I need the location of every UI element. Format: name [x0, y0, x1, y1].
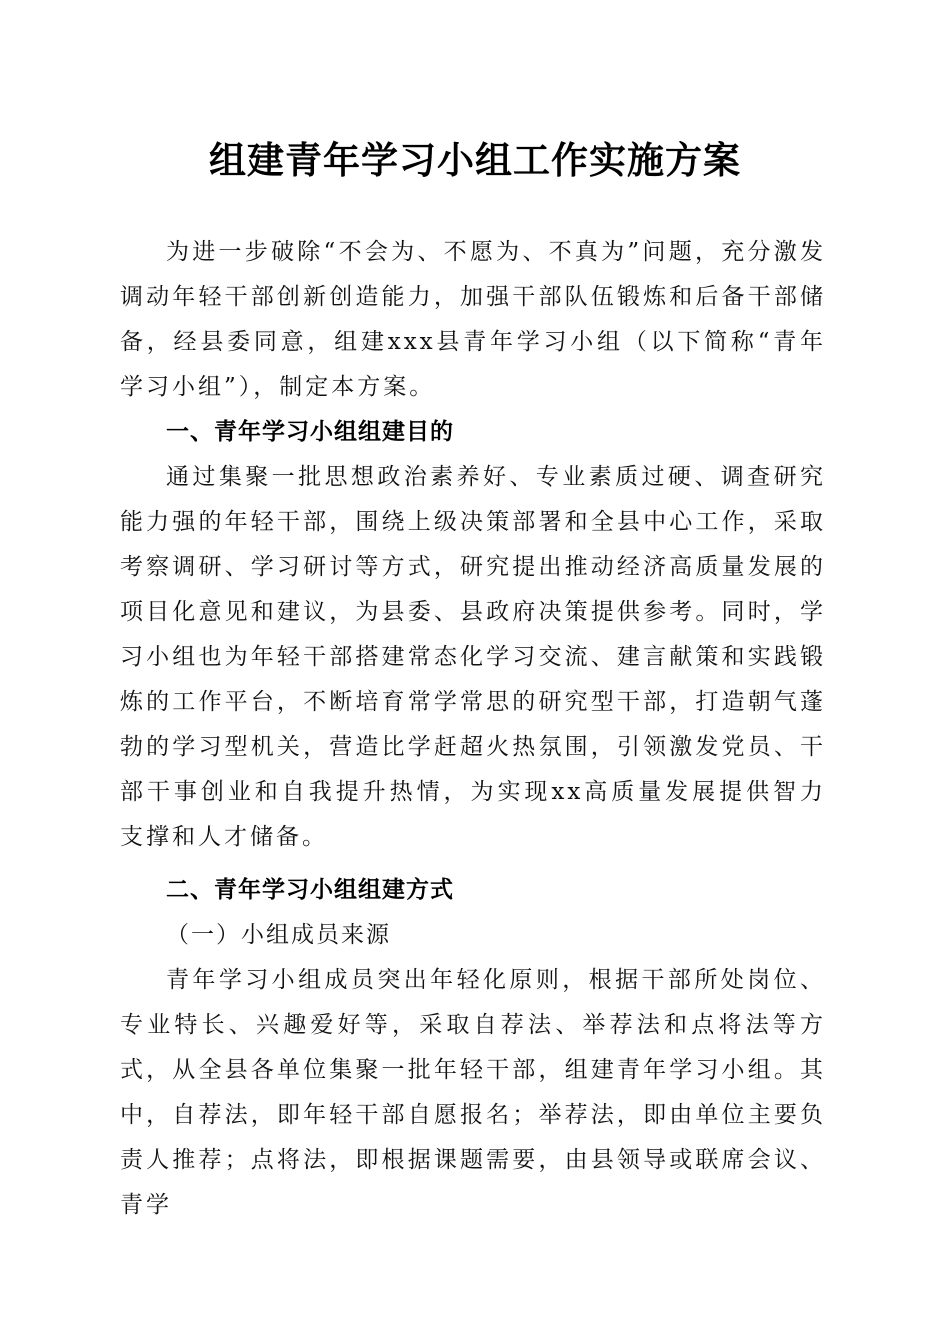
document-body — [120, 230, 826, 1228]
section-1-heading: 一、青年学习小组组建目的 — [166, 419, 454, 445]
section-1-paragraph: 通过集聚一批思想政治素养好、专业素质过硬、调查研究能力强的年轻干部，围绕上级决策部署和全县中心工作，采取考察调研、学习研讨等方式，研究提出推动经济高质量发展的项目化意见和建议，为县委、县政府决策提供参考。同时，学习小组也为年轻干部搭建常态化学习交流、建言献策和实践锻炼的工作平台，不断培育常学常思的研究型干部，打造朝气蓬勃的学习型机关，营造比学赶超火热氛围，引领激发党员、干部干事创业和自我提升热情，为实现xx高质量发展提供智力支撑和人才储备。 — [120, 464, 826, 850]
section-2-subheading: （一）小组成员来源 — [166, 922, 391, 948]
intro-paragraph: 为进一步破除“不会为、不愿为、不真为”问题，充分激发调动年轻干部创新创造能力，加强干部队伍锻炼和后备干部储备，经县委同意，组建xxx县青年学习小组（以下简称“青年学习小组”），制定本方案。 — [120, 239, 827, 400]
document-title: 组建青年学习小组工作实施方案 — [209, 138, 741, 182]
section-spacer — [120, 860, 826, 868]
section-2-paragraph: 青年学习小组成员突出年轻化原则，根据干部所处岗位、专业特长、兴趣爱好等，采取自荐法、举荐法和点将法等方式，从全县各单位集聚一批年轻干部，组建青年学习小组。其中，自荐法，即年轻干部自愿报名；举荐法，即由单位主要负责人推荐；点将法，即根据课题需要，由县领导或联席会议、青学 — [120, 967, 826, 1218]
section-2-heading: 二、青年学习小组组建方式 — [166, 877, 454, 903]
